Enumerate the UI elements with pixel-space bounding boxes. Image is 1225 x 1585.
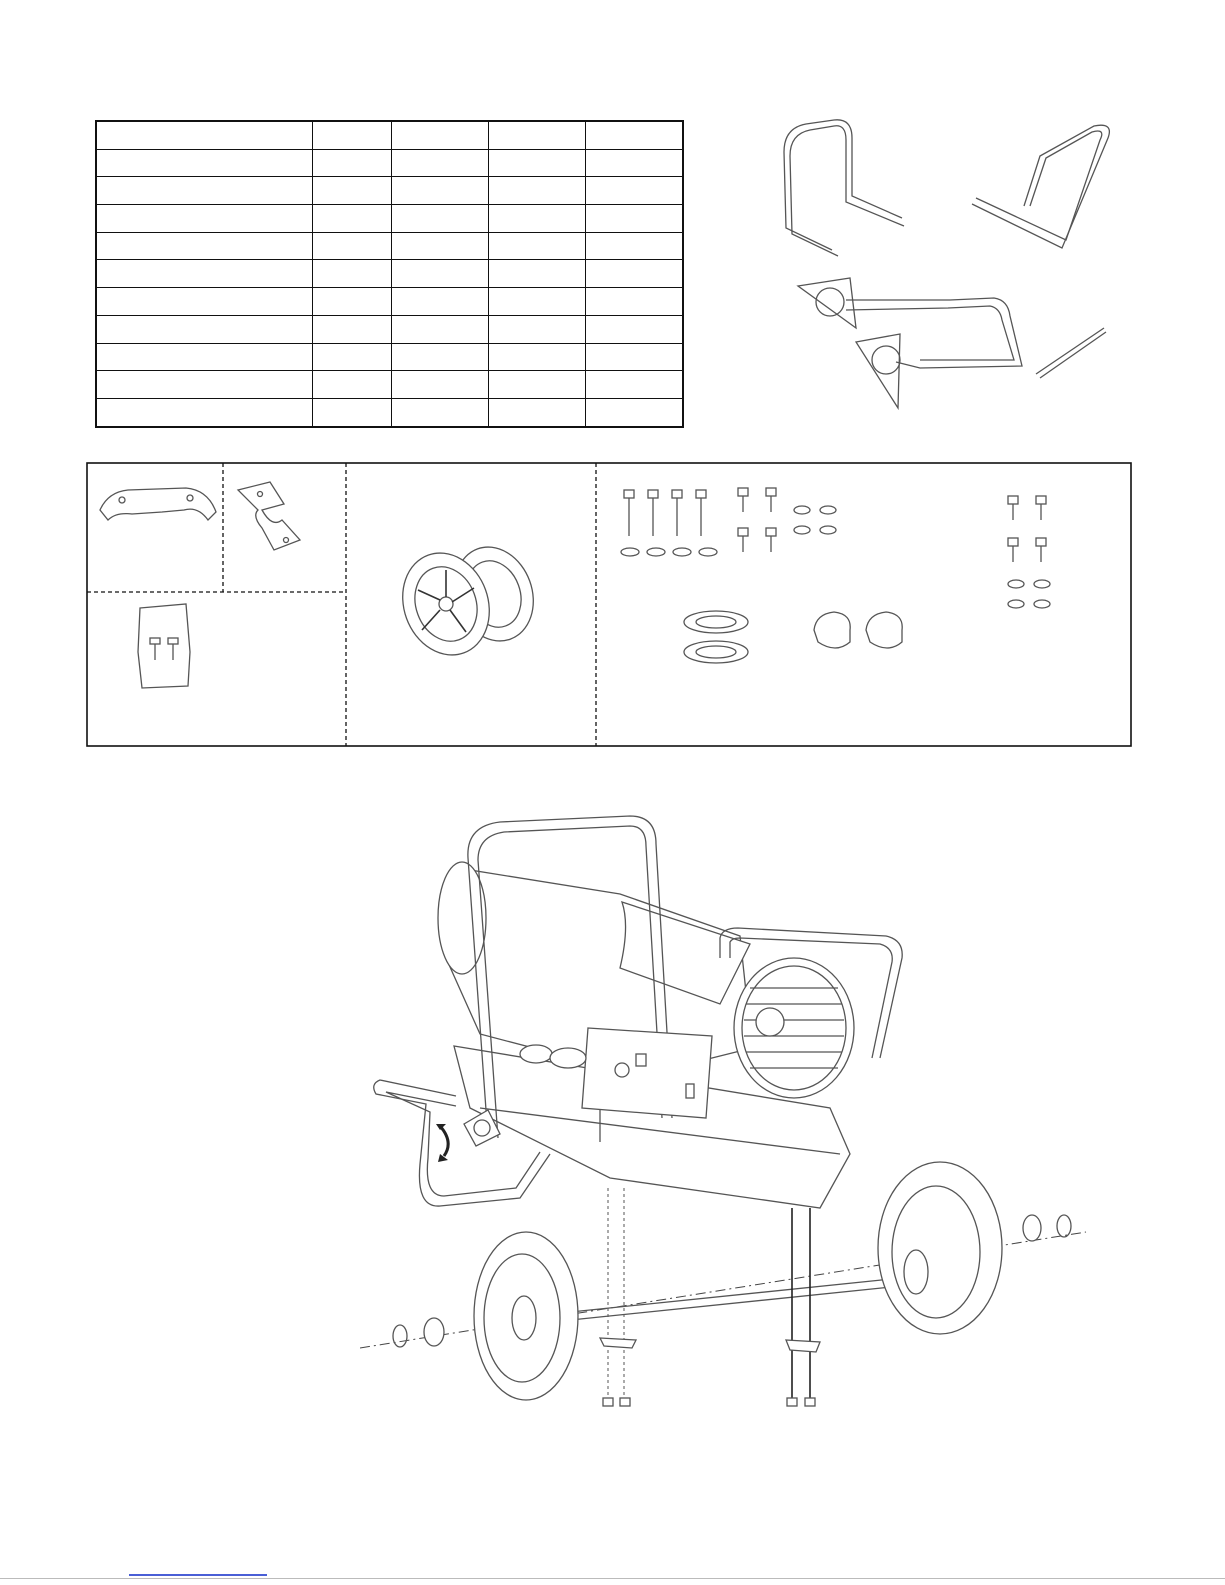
front-frame-part bbox=[972, 125, 1109, 248]
parts-table bbox=[95, 120, 684, 428]
table-cell bbox=[392, 205, 489, 233]
rotation-arrow bbox=[436, 1124, 448, 1162]
table-cell bbox=[313, 121, 392, 149]
table-cell bbox=[313, 398, 392, 426]
table-cell bbox=[392, 121, 489, 149]
table-cell bbox=[586, 371, 684, 399]
table-cell bbox=[586, 149, 684, 177]
table-row bbox=[96, 121, 683, 149]
table-cell bbox=[586, 205, 684, 233]
washers-part bbox=[684, 611, 748, 663]
table-cell bbox=[586, 177, 684, 205]
table-row bbox=[96, 343, 683, 371]
handle-grip-part bbox=[100, 488, 216, 520]
table-cell bbox=[586, 398, 684, 426]
right-wheel bbox=[878, 1162, 1071, 1334]
table-cell bbox=[313, 149, 392, 177]
table-cell bbox=[313, 205, 392, 233]
table-row bbox=[96, 149, 683, 177]
table-cell bbox=[313, 371, 392, 399]
table-cell bbox=[96, 398, 313, 426]
parts-table-body bbox=[96, 121, 683, 427]
table-cell bbox=[489, 371, 586, 399]
table-cell bbox=[392, 343, 489, 371]
mounting-bracket-part bbox=[238, 482, 300, 550]
table-cell bbox=[96, 315, 313, 343]
table-cell bbox=[96, 177, 313, 205]
footer-rule bbox=[0, 1578, 1225, 1579]
table-cell bbox=[96, 149, 313, 177]
table-cell bbox=[96, 371, 313, 399]
table-cell bbox=[313, 343, 392, 371]
rear-frame-part bbox=[798, 278, 1022, 408]
table-cell bbox=[96, 205, 313, 233]
long-bolts-part bbox=[621, 490, 717, 556]
table-cell bbox=[96, 288, 313, 316]
table-row bbox=[96, 371, 683, 399]
table-cell bbox=[489, 149, 586, 177]
table-cell bbox=[313, 288, 392, 316]
table-cell bbox=[392, 371, 489, 399]
table-cell bbox=[489, 288, 586, 316]
table-cell bbox=[392, 315, 489, 343]
table-row bbox=[96, 260, 683, 288]
table-cell bbox=[586, 121, 684, 149]
control-panel bbox=[582, 1028, 712, 1118]
table-cell bbox=[489, 121, 586, 149]
table-cell bbox=[489, 205, 586, 233]
hardware-box-border bbox=[87, 463, 1131, 746]
heater-assembly-diagram bbox=[360, 808, 1090, 1420]
table-row bbox=[96, 232, 683, 260]
table-cell bbox=[96, 121, 313, 149]
frame-parts-illustration bbox=[770, 110, 1130, 410]
axle-rod-part bbox=[1036, 328, 1106, 378]
table-cell bbox=[586, 343, 684, 371]
table-cell bbox=[96, 232, 313, 260]
table-cell bbox=[489, 343, 586, 371]
table-cell bbox=[313, 177, 392, 205]
short-bolts-part bbox=[738, 488, 836, 552]
table-cell bbox=[586, 260, 684, 288]
table-row bbox=[96, 288, 683, 316]
table-cell bbox=[96, 260, 313, 288]
hardware-parts-box bbox=[86, 462, 1132, 748]
table-cell bbox=[313, 260, 392, 288]
table-cell bbox=[489, 177, 586, 205]
table-cell bbox=[392, 232, 489, 260]
table-cell bbox=[96, 343, 313, 371]
table-cell bbox=[392, 260, 489, 288]
table-cell bbox=[392, 398, 489, 426]
table-row bbox=[96, 398, 683, 426]
table-cell bbox=[392, 149, 489, 177]
fan-grille bbox=[734, 958, 854, 1098]
table-cell bbox=[586, 232, 684, 260]
table-cell bbox=[313, 315, 392, 343]
table-cell bbox=[392, 177, 489, 205]
handle-bar-part bbox=[784, 120, 904, 256]
table-cell bbox=[489, 232, 586, 260]
table-row bbox=[96, 205, 683, 233]
small-bolts-part bbox=[1008, 496, 1050, 608]
bolt-card-part bbox=[138, 604, 190, 688]
table-cell bbox=[313, 232, 392, 260]
wheels-part bbox=[389, 536, 546, 667]
table-cell bbox=[489, 260, 586, 288]
table-cell bbox=[489, 315, 586, 343]
axle-caps-part bbox=[814, 612, 902, 648]
table-cell bbox=[489, 398, 586, 426]
table-cell bbox=[392, 288, 489, 316]
left-wheel bbox=[393, 1232, 578, 1400]
footer-link-underline[interactable] bbox=[129, 1574, 267, 1576]
table-row bbox=[96, 177, 683, 205]
table-cell bbox=[586, 288, 684, 316]
table-cell bbox=[586, 315, 684, 343]
table-row bbox=[96, 315, 683, 343]
